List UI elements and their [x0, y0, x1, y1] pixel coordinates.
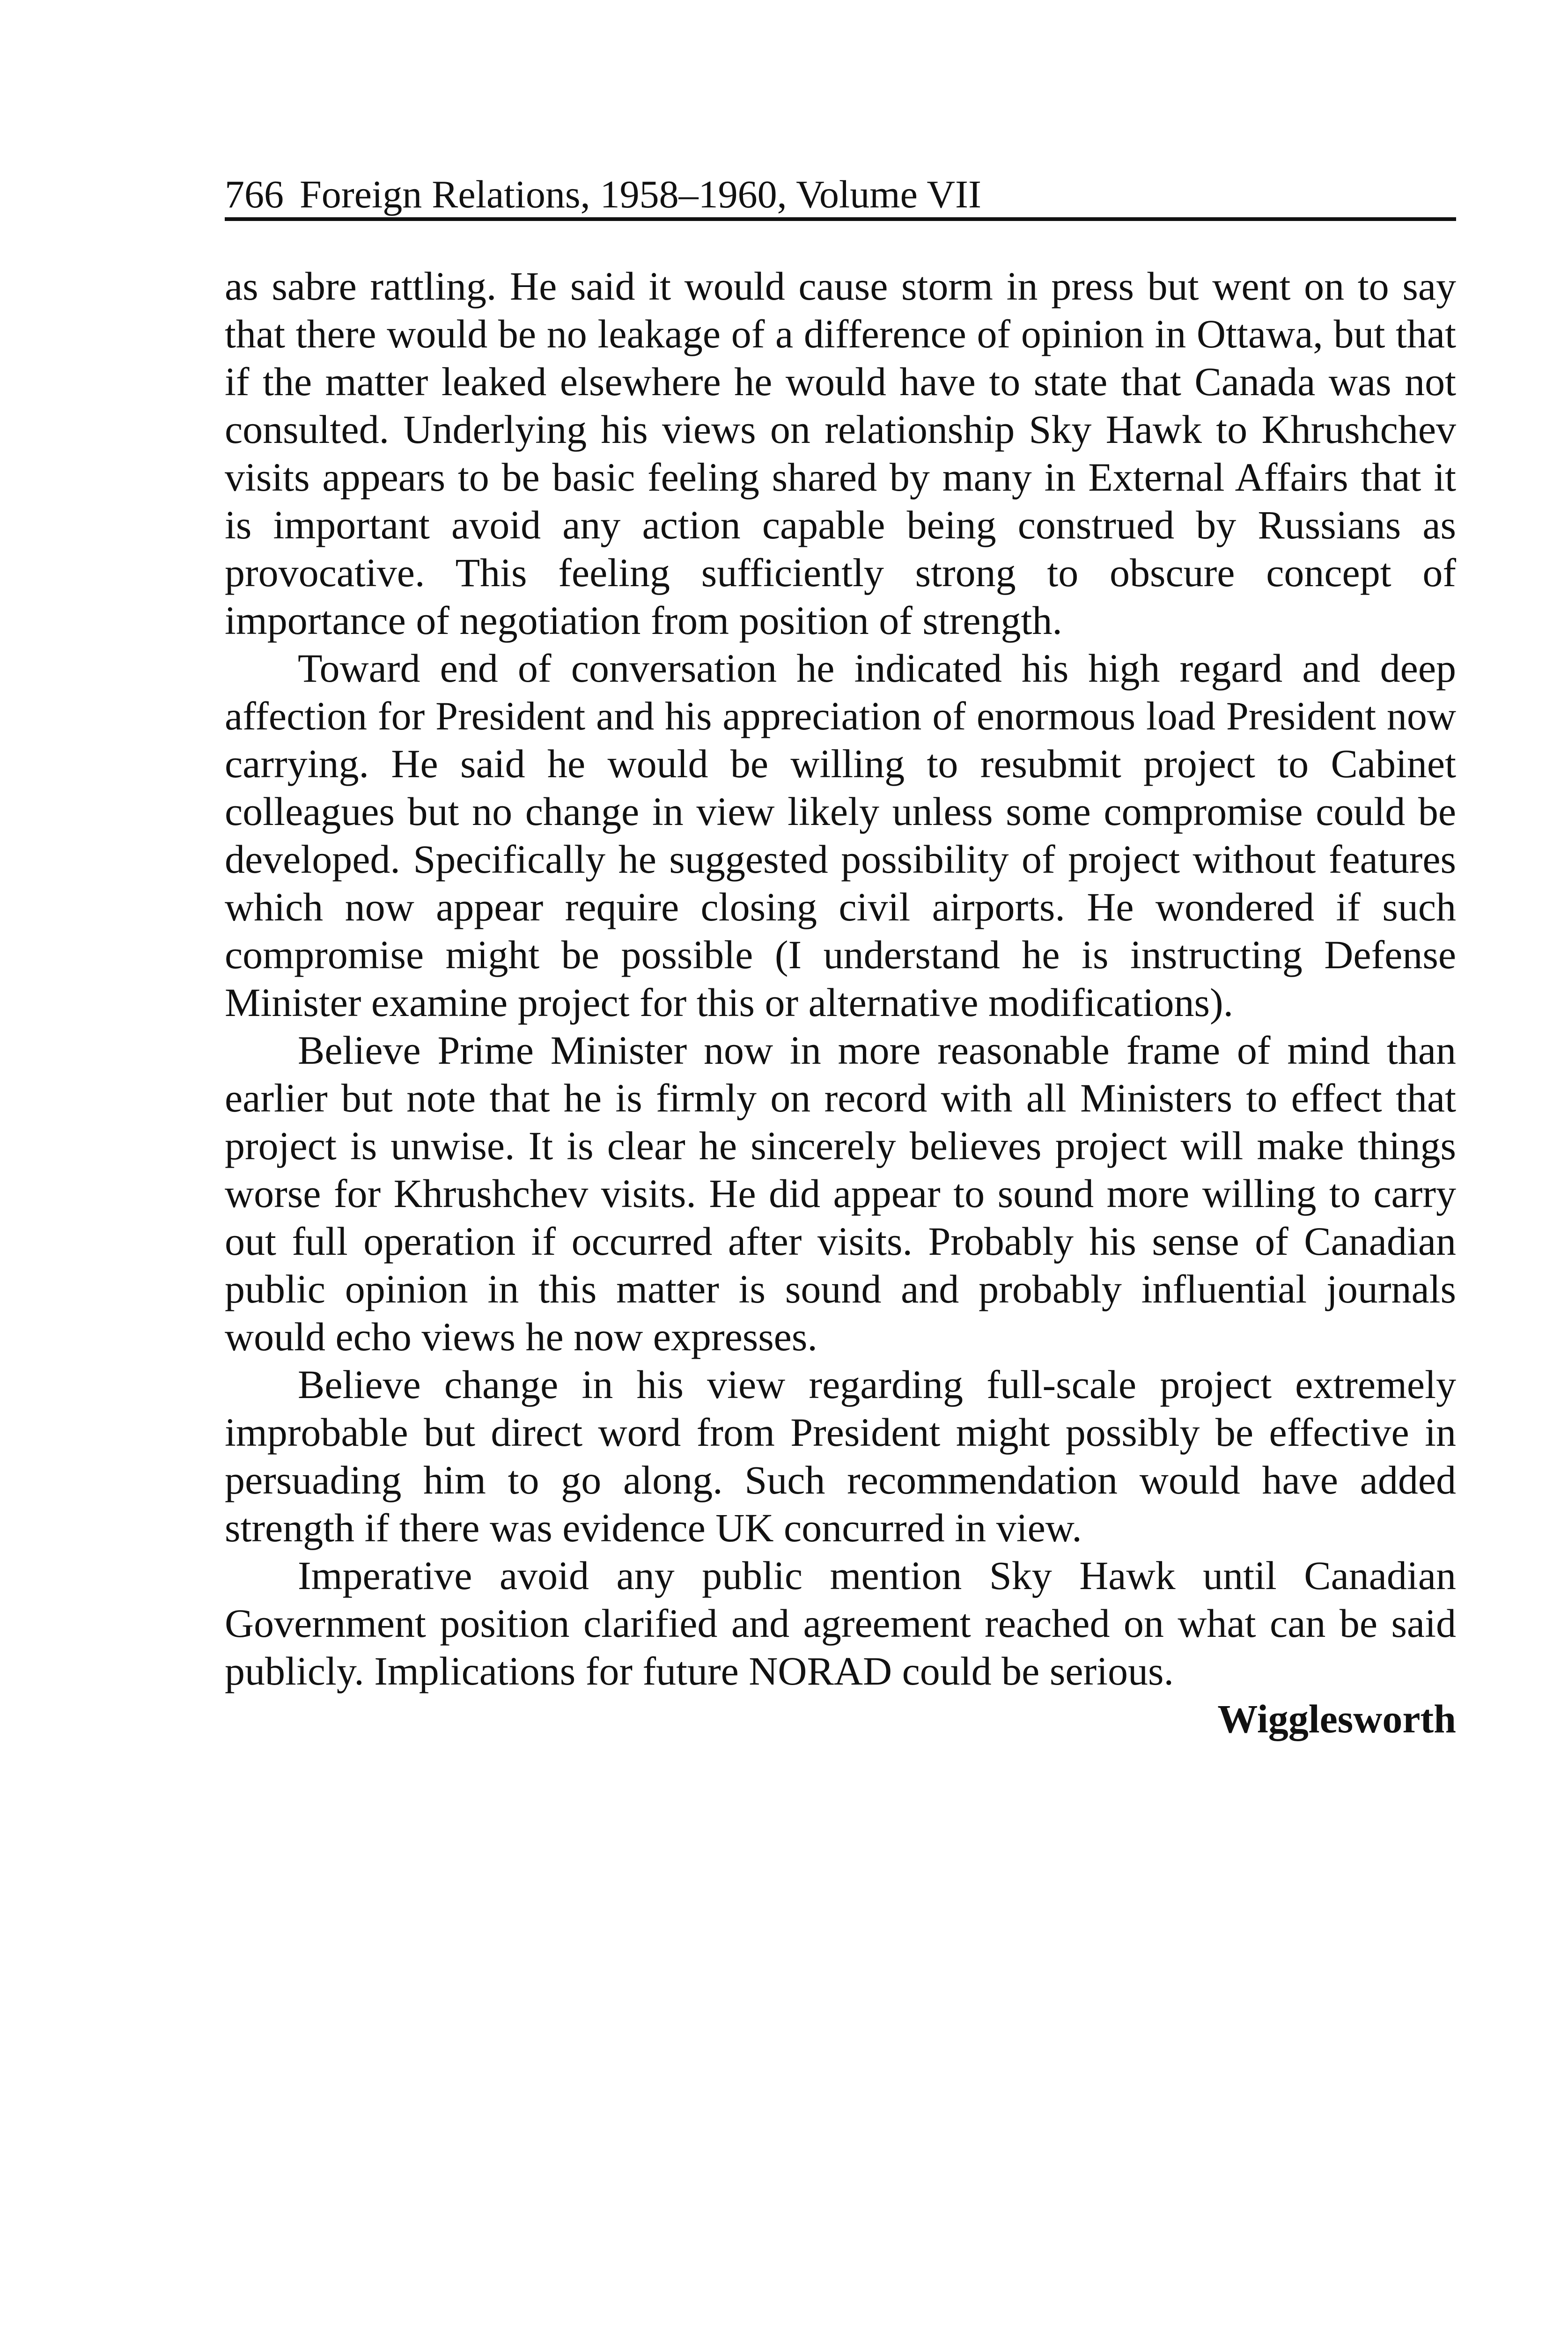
paragraph-conversation: Toward end of conversation he indicated his high regard and deep affection for President and his appreciation of enormous load President now carrying. He said he would be willing to resubmit project to Cabinet colleagues but no change in view likely unless some compromise could be developed. Specifically he suggested possibility of project without features which now appear require closing civil airports. He wondered if such compromise might be possible (I understand he is instructing Defense Minister examine project for this or alternative modifications).	[225, 646, 1456, 1025]
paragraph-public-mention: Imperative avoid any public mention Sky Hawk until Canadian Government position clarified and agreement reached on what can be said publicly. Implications for future NORAD could be serious.	[225, 1553, 1456, 1693]
page-number: 766	[225, 173, 284, 216]
running-title: Foreign Relations, 1958–1960, Volume VII	[300, 173, 981, 216]
running-header	[225, 172, 1456, 221]
paragraph-prime-minister: Believe Prime Minister now in more reasonable frame of mind than earlier but note that he is firmly on record with all Ministers to effect that project is unwise. It is clear he sincerely believes project will make things worse for Khrushchev visits. He did appear to sound more willing to carry out full operation if occurred after visits. Probably his sense of Canadian public opinion in this matter is sound and probably influential journals would echo views he now expresses.	[225, 1028, 1456, 1359]
signature: Wigglesworth	[1217, 1696, 1456, 1741]
document-body	[225, 262, 1456, 1743]
paragraph-sabre-rattling: as sabre rattling. He said it would cause storm in press but went on to say that there would be no leakage of a difference of opinion in Ottawa, but that if the matter leaked elsewhere he would have to state that Canada was not consulted. Underlying his views on relationship Sky Hawk to Khrushchev visits appears to be basic feeling shared by many in External Affairs that it is important avoid any action capable being construed by Russians as provocative. This feeling sufficiently strong to obscure concept of importance of negotiation from position of strength.	[225, 264, 1456, 643]
paragraph-change-in-view: Believe change in his view regarding full-scale project extremely improbable but direct word from President might possibly be effective in persuading him to go along. Such recommendation would have added strength if there was evidence UK concurred in view.	[225, 1362, 1456, 1550]
